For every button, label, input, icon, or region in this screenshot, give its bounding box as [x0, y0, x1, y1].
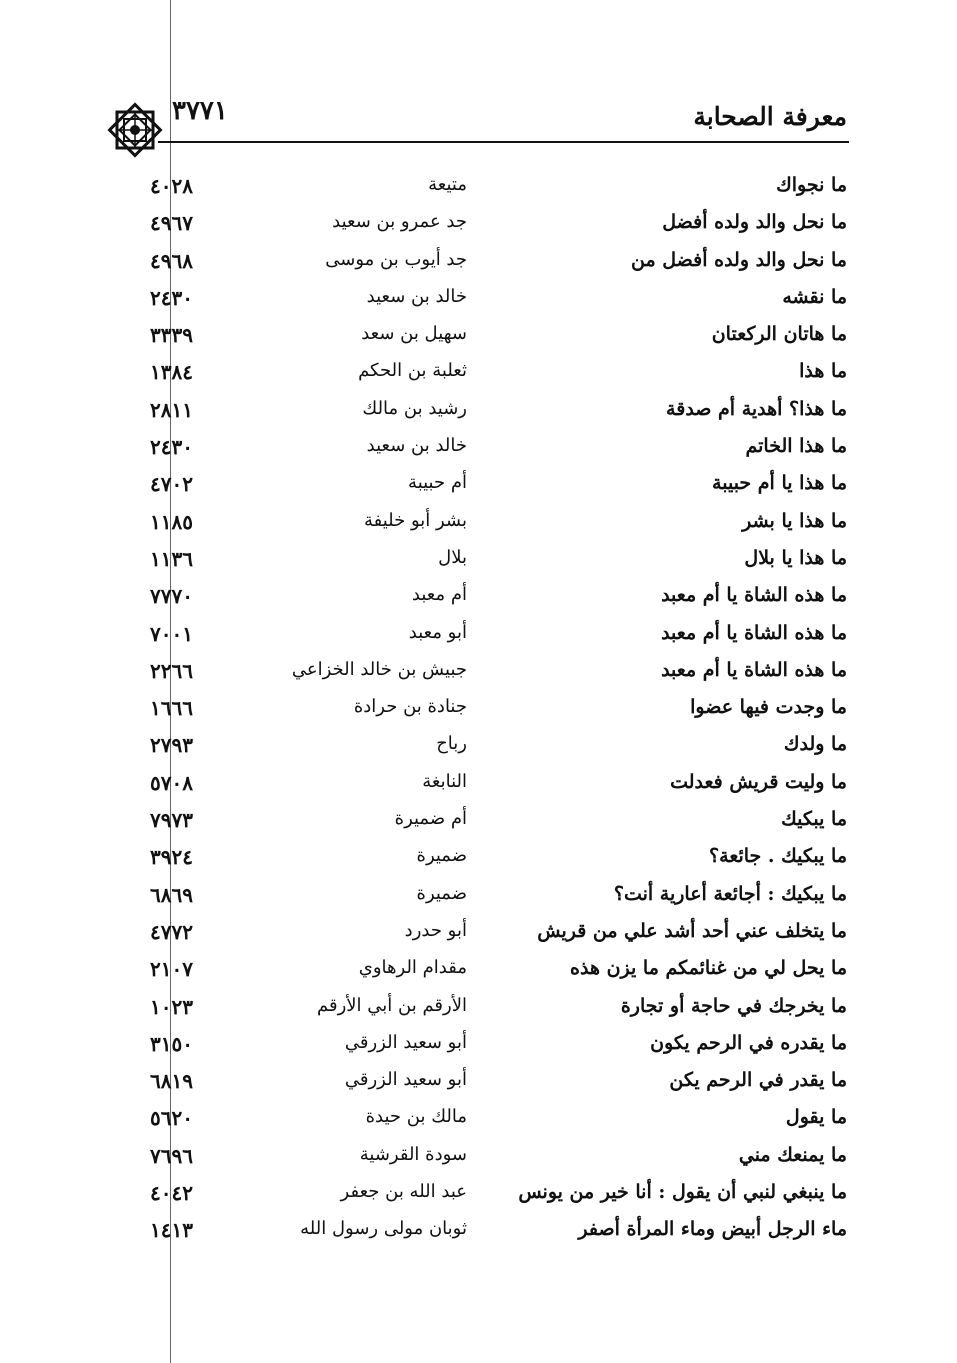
- index-row: [0, 690, 957, 727]
- reference-number: ١٣٨٤: [150, 360, 193, 385]
- narrator-name: أم معبد: [411, 584, 467, 606]
- hadith-phrase: ما نجواك: [776, 174, 847, 196]
- hadith-phrase: ما هذه الشاة يا أم معبد: [661, 658, 847, 681]
- reference-number: ١١٨٥: [150, 509, 193, 534]
- index-row: [0, 392, 957, 429]
- reference-number: ٤٧٠٢: [150, 472, 193, 497]
- reference-number: ٣١٥٠: [150, 1031, 193, 1056]
- index-row: [0, 951, 957, 988]
- reference-number: ٣٣٣٩: [150, 323, 193, 348]
- narrator-name: النابغة: [422, 770, 467, 792]
- reference-number: ١٠٢٣: [150, 994, 193, 1019]
- narrator-name: مالك بن حيدة: [365, 1106, 467, 1128]
- hadith-phrase: ما هذه الشاة يا أم معبد: [661, 621, 847, 644]
- hadith-phrase: ما نقشه: [782, 285, 847, 308]
- hadith-phrase: ما وليت قريش فعدلت: [670, 770, 847, 793]
- narrator-name: أبو سعيد الزرقي: [344, 1069, 467, 1091]
- index-row: [0, 466, 957, 503]
- reference-number: ٣٩٢٤: [150, 845, 193, 870]
- hadith-phrase: ما هذا: [799, 360, 847, 383]
- reference-number: ٤٧٧٢: [150, 919, 193, 944]
- index-row: [0, 989, 957, 1026]
- hadith-phrase: ما يقول: [785, 1106, 847, 1129]
- hadith-phrase: ما هاتان الركعتان: [711, 323, 847, 346]
- reference-number: ٥٦٢٠: [150, 1106, 193, 1131]
- narrator-name: جد عمرو بن سعيد: [332, 211, 467, 233]
- index-row: [0, 1138, 957, 1175]
- reference-number: ٥٧٠٨: [150, 770, 193, 795]
- narrator-name: أم ضميرة: [394, 808, 467, 830]
- narrator-name: سودة القرشية: [359, 1143, 467, 1165]
- narrator-name: ثعلبة بن الحكم: [358, 360, 467, 382]
- reference-number: ٢٨١١: [150, 397, 193, 422]
- hadith-phrase: ما هذا يا بشر: [742, 509, 847, 532]
- hadith-phrase: ما يخرجك في حاجة أو تجارة: [620, 994, 847, 1017]
- hadith-phrase: ما يحل لي من غنائمكم ما يزن هذه: [570, 957, 847, 980]
- hadith-phrase: ماء الرجل أبيض وماء المرأة أصفر: [578, 1218, 847, 1241]
- index-row: [0, 1212, 957, 1249]
- star-ornament-icon: [103, 98, 167, 162]
- index-row: [0, 616, 957, 653]
- narrator-name: ضميرة: [416, 882, 467, 904]
- index-row: [0, 877, 957, 914]
- narrator-name: متيعة: [428, 174, 467, 195]
- index-row: [0, 354, 957, 391]
- reference-number: ٢٤٣٠: [150, 285, 193, 310]
- hadith-phrase: ما هذا الخاتم: [745, 435, 847, 458]
- narrator-name: ثوبان مولى رسول الله: [300, 1218, 467, 1240]
- narrator-name: خالد بن سعيد: [366, 435, 467, 457]
- index-row: [0, 802, 957, 839]
- narrator-name: أم حبيبة: [408, 472, 467, 494]
- index-row: [0, 168, 957, 205]
- hadith-phrase: ما يقدر في الرحم يكن: [669, 1069, 847, 1092]
- index-row: [0, 541, 957, 578]
- index-row: [0, 243, 957, 280]
- index-row: [0, 429, 957, 466]
- hadith-phrase: ما نحل والد ولده أفضل من: [631, 248, 847, 271]
- hadith-phrase: ما وجدت فيها عضوا: [690, 696, 847, 719]
- hadith-phrase: ما يبكيك: [781, 808, 847, 831]
- narrator-name: الأرقم بن أبي الأرقم: [317, 994, 467, 1016]
- reference-number: ٢٤٣٠: [150, 435, 193, 460]
- narrator-name: جبيش بن خالد الخزاعي: [291, 658, 467, 680]
- reference-number: ١٦٦٦: [150, 696, 193, 721]
- reference-number: ١١٣٦: [150, 546, 193, 571]
- reference-number: ٢١٠٧: [150, 957, 193, 982]
- index-row: [0, 504, 957, 541]
- reference-number: ٧٦٩٦: [150, 1143, 193, 1168]
- index-row: [0, 653, 957, 690]
- narrator-name: بلال: [438, 546, 467, 568]
- reference-number: ٢٧٩٣: [150, 733, 193, 758]
- narrator-name: عبد الله بن جعفر: [340, 1181, 467, 1203]
- narrator-name: أبو معبد: [408, 621, 467, 643]
- hadith-phrase: ما هذا؟ أهدية أم صدقة: [666, 397, 847, 420]
- reference-number: ٧٠٠١: [150, 621, 193, 646]
- hadith-phrase: ما ولدك: [783, 733, 847, 756]
- index-list: [0, 168, 957, 1250]
- reference-number: ٤٠٢٨: [150, 174, 193, 198]
- reference-number: ٤٩٦٨: [150, 248, 193, 273]
- page-title: معرفة الصحابة: [693, 102, 847, 131]
- reference-number: ١٤١٣: [150, 1218, 193, 1243]
- hadith-phrase: ما هذا يا بلال: [744, 546, 847, 569]
- narrator-name: جنادة بن حرادة: [353, 696, 467, 718]
- index-row: [0, 839, 957, 876]
- index-row: [0, 578, 957, 615]
- reference-number: ٢٢٦٦: [150, 658, 193, 683]
- index-row: [0, 727, 957, 764]
- reference-number: ٦٨٦٩: [150, 882, 193, 907]
- reference-number: ٦٨١٩: [150, 1069, 193, 1094]
- narrator-name: رشيد بن مالك: [362, 397, 467, 419]
- reference-number: ٤٩٦٧: [150, 211, 193, 236]
- index-row: [0, 205, 957, 242]
- hadith-phrase: ما يمنعك مني: [738, 1143, 847, 1166]
- narrator-name: أبو حدرد: [404, 919, 467, 941]
- index-row: [0, 1100, 957, 1137]
- page-number: ٣٧٧١: [172, 96, 228, 126]
- index-row: [0, 1026, 957, 1063]
- reference-number: ٧٩٧٣: [150, 808, 193, 833]
- narrator-name: أبو سعيد الزرقي: [344, 1031, 467, 1053]
- narrator-name: بشر أبو خليفة: [363, 509, 467, 531]
- narrator-name: سهيل بن سعد: [361, 323, 467, 345]
- hadith-phrase: ما ينبغي لنبي أن يقول : أنا خير من يونس: [518, 1181, 847, 1204]
- narrator-name: ضميرة: [416, 845, 467, 867]
- narrator-name: جد أيوب بن موسى: [325, 248, 467, 270]
- hadith-phrase: ما يتخلف عني أحد أشد علي من قريش: [537, 919, 847, 942]
- index-row: [0, 1175, 957, 1212]
- header-rule: [158, 141, 849, 143]
- hadith-phrase: ما يبكيك . جائعة؟: [709, 845, 847, 868]
- index-row: [0, 1063, 957, 1100]
- reference-number: ٧٧٧٠: [150, 584, 193, 609]
- hadith-phrase: ما يقدره في الرحم يكون: [650, 1031, 847, 1054]
- narrator-name: خالد بن سعيد: [366, 285, 467, 307]
- index-row: [0, 914, 957, 951]
- hadith-phrase: ما هذا يا أم حبيبة: [712, 472, 847, 495]
- reference-number: ٤٠٤٢: [150, 1181, 193, 1206]
- index-row: [0, 280, 957, 317]
- index-row: [0, 317, 957, 354]
- hadith-phrase: ما هذه الشاة يا أم معبد: [661, 584, 847, 607]
- hadith-phrase: ما يبكيك : أجائعة أعارية أنت؟: [613, 882, 847, 905]
- index-row: [0, 765, 957, 802]
- hadith-phrase: ما نحل والد ولده أفضل: [662, 211, 847, 234]
- narrator-name: رباح: [436, 733, 467, 755]
- narrator-name: مقدام الرهاوي: [358, 957, 467, 979]
